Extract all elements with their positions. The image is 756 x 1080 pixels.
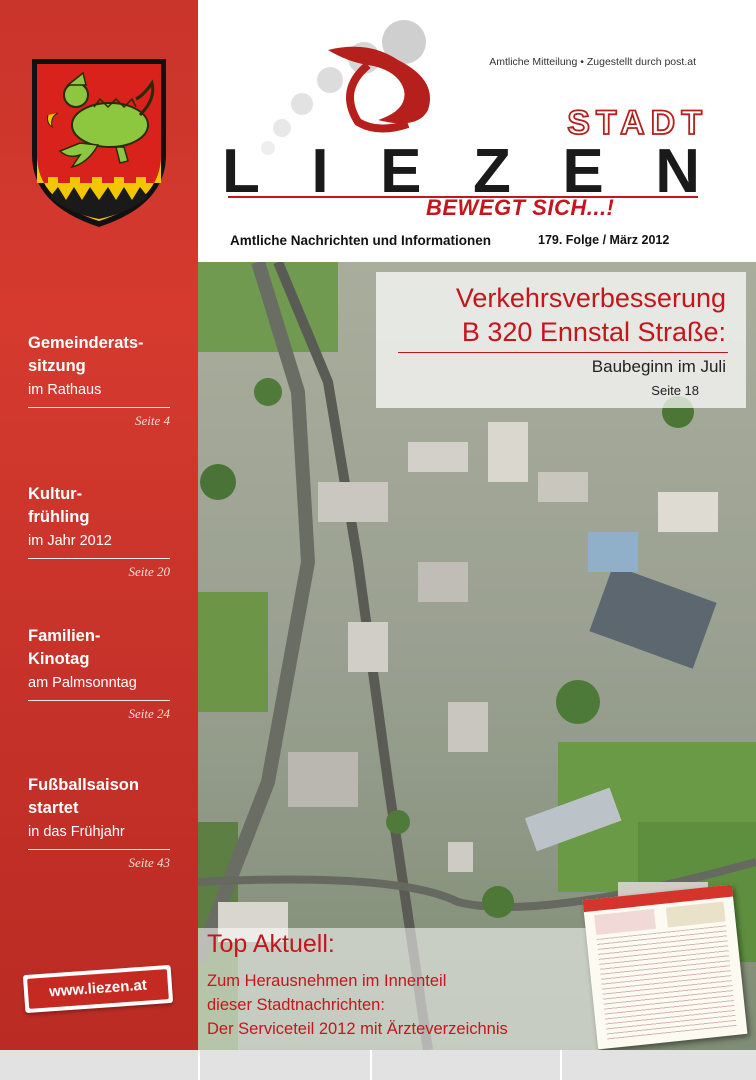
masthead [198, 0, 756, 262]
teaser-kinotag[interactable] [28, 625, 178, 722]
headline-subtitle: Baubeginn im Juli [591, 357, 726, 376]
headline-page: Seite 18 [651, 383, 699, 398]
logo-stadt: STADT [567, 104, 708, 142]
logo-liezen: LIEZEN [222, 137, 706, 200]
teaser-title: startet [28, 799, 79, 817]
strip-divider [560, 1050, 562, 1080]
strip-divider [370, 1050, 372, 1080]
teaser-page: Seite 20 [128, 564, 170, 579]
divider [28, 700, 170, 701]
teaser-title: Fußballsaison [28, 776, 139, 794]
website-link-label: www.liezen.at [27, 969, 169, 1009]
slogan: BEWEGT SICH...! [426, 195, 615, 220]
tagline: Amtliche Mitteilung • Zugestellt durch post.at [489, 56, 696, 68]
flyer-block [666, 902, 726, 928]
flyer-block [594, 909, 656, 935]
top-news-line3: Der Serviceteil 2012 mit Ärzteverzeichnis [207, 1020, 508, 1038]
website-link[interactable] [23, 965, 173, 1013]
divider [28, 558, 170, 559]
issue-number: 179. Folge / März 2012 [538, 233, 670, 247]
teaser-page: Seite 24 [128, 706, 170, 721]
teaser-title: Kinotag [28, 650, 90, 668]
top-news-title: Top Aktuell: [207, 930, 335, 958]
bottom-strip [0, 1050, 756, 1080]
service-flyer-image [583, 885, 748, 1050]
teaser-subtitle: im Jahr 2012 [28, 533, 112, 549]
teaser-title: frühling [28, 508, 90, 526]
teaser-title: Gemeinderats- [28, 334, 144, 352]
teaser-gemeinderat[interactable] [28, 332, 178, 429]
divider [28, 407, 170, 408]
stadt-liezen-logo [218, 10, 708, 200]
headline-line2: B 320 Ennstal Straße: [461, 317, 726, 347]
headline-line1: Verkehrsverbesserung [455, 283, 726, 313]
teaser-kulturfruehling[interactable] [28, 483, 178, 580]
sidebar [0, 0, 198, 1050]
teaser-title: sitzung [28, 357, 86, 375]
top-news-line1: Zum Herausnehmen im Innenteil [207, 972, 447, 990]
teaser-subtitle: am Palmsonntag [28, 675, 137, 691]
teaser-page: Seite 4 [134, 413, 170, 428]
strip-divider [198, 1050, 200, 1080]
coat-of-arms-icon [28, 55, 170, 230]
teaser-title: Familien- [28, 627, 101, 645]
subheading: Amtliche Nachrichten und Informationen [230, 233, 492, 248]
teaser-fussballsaison[interactable] [28, 774, 178, 871]
teaser-subtitle: in das Frühjahr [28, 824, 125, 840]
teaser-page: Seite 43 [128, 855, 170, 870]
top-news-line2: dieser Stadtnachrichten: [207, 996, 385, 1014]
flyer-text-lines [597, 925, 737, 1040]
headline-rule [398, 352, 728, 353]
teaser-subtitle: im Rathaus [28, 382, 102, 398]
divider [28, 849, 170, 850]
teaser-title: Kultur- [28, 485, 83, 503]
